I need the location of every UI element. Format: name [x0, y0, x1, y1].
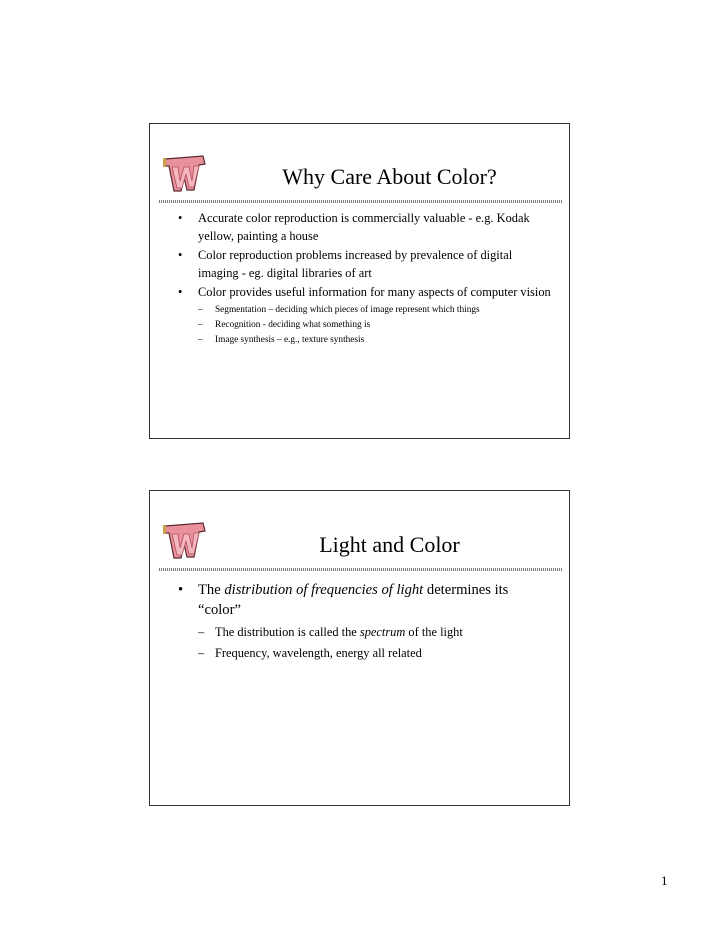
sub-bullet-item — [198, 304, 551, 316]
bullet-text: Color provides useful information for many aspects of computer vision — [198, 285, 551, 299]
bullet-dot: • — [178, 582, 184, 598]
dash-marker: – — [198, 334, 203, 345]
dash-marker: – — [198, 625, 205, 639]
title-divider — [159, 200, 562, 203]
sub-bullet-text: Frequency, wavelength, energy all related — [215, 646, 422, 660]
bullet-item — [178, 284, 551, 346]
bullet-dot: • — [178, 248, 183, 262]
sub-bullet-item — [198, 334, 551, 346]
slide-light-and-color — [149, 490, 570, 806]
slide-why-care-about-color — [149, 123, 570, 439]
emphasis-text: distribution of frequencies of light — [224, 582, 424, 598]
sub-bullet-text: The distribution is called the spectrum of the light — [215, 625, 463, 639]
bullet-text: Accurate color reproduction is commercially valuable - e.g. Kodak yellow, painting a house — [198, 211, 530, 243]
sub-bullet-text: Segmentation – deciding which pieces of image represent which things — [215, 304, 480, 315]
sub-bullet-item — [198, 319, 551, 331]
title-divider — [159, 568, 562, 571]
slide-title: Light and Color — [319, 532, 460, 557]
dash-marker: – — [198, 319, 203, 330]
sub-bullet-list — [198, 304, 551, 346]
bullet-text: Color reproduction problems increased by prevalence of digital imaging - eg. digital libraries of art — [198, 248, 513, 280]
emphasis-text: spectrum — [359, 625, 406, 639]
dash-marker: – — [198, 304, 203, 315]
bullet-list — [178, 580, 551, 665]
bullet-dot: • — [178, 285, 183, 299]
bullet-text: The distribution of frequencies of light determines its “color” — [198, 582, 509, 618]
sub-bullet-item — [198, 644, 551, 663]
bullet-item — [178, 210, 551, 245]
sub-bullet-item — [198, 623, 551, 642]
bullet-item — [178, 247, 551, 282]
university-w-logo-icon — [163, 521, 207, 561]
bullet-item — [178, 580, 551, 663]
page-number: 1 — [661, 873, 668, 888]
sub-bullet-text: Recognition - deciding what something is — [215, 319, 371, 330]
sub-bullet-list — [198, 623, 551, 663]
bullet-list — [178, 210, 551, 349]
slide-title: Why Care About Color? — [282, 164, 497, 189]
university-w-logo-icon — [163, 154, 207, 194]
dash-marker: – — [198, 646, 205, 660]
sub-bullet-text: Image synthesis – e.g., texture synthesis — [215, 334, 365, 345]
bullet-dot: • — [178, 211, 183, 225]
